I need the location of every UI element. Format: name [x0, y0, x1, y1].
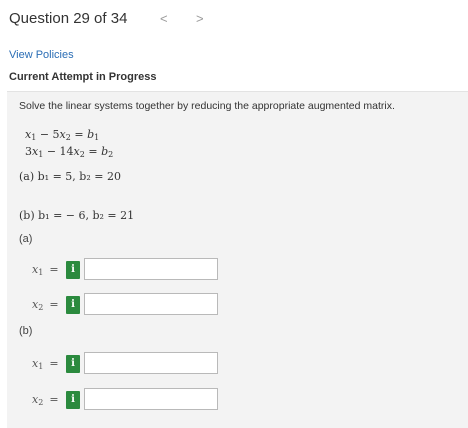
part-b-label: (b) [19, 325, 33, 337]
question-content [7, 91, 468, 428]
instruction-text: Solve the linear systems together by reducing the appropriate augmented matrix. [19, 100, 395, 112]
answer-input-a-x1[interactable] [84, 258, 218, 280]
var-label-x1: $x_1$ = [32, 263, 59, 277]
answer-row-a-x1 [7, 258, 468, 282]
answer-input-a-x2[interactable] [84, 293, 218, 315]
var-label-x2: $x_2$ = [32, 298, 59, 312]
answer-row-b-x1 [7, 352, 468, 376]
equation-1: $x_1 - 5x_2 = b_1$ [25, 128, 100, 142]
answer-input-b-x2[interactable] [84, 388, 218, 410]
info-icon[interactable]: i [66, 355, 80, 373]
info-icon[interactable]: i [66, 261, 80, 279]
part-b-values: (b) b₁ = − 6, b₂ = 21 [19, 209, 135, 222]
view-policies-link[interactable]: View Policies [9, 49, 74, 61]
part-a-values: (a) b₁ = 5, b₂ = 20 [19, 170, 121, 183]
answer-input-b-x1[interactable] [84, 352, 218, 374]
previous-question-button[interactable]: < [160, 11, 168, 26]
question-title: Question 29 of 34 [9, 10, 128, 27]
next-question-button[interactable]: > [196, 11, 204, 26]
answer-row-b-x2 [7, 388, 468, 412]
question-header [0, 0, 468, 40]
attempt-status: Current Attempt in Progress [9, 71, 157, 83]
info-icon[interactable]: i [66, 296, 80, 314]
var-label-x2: $x_2$ = [32, 393, 59, 407]
info-icon[interactable]: i [66, 391, 80, 409]
part-a-label: (a) [19, 233, 33, 245]
answer-row-a-x2 [7, 293, 468, 317]
equation-2: $3x_1 - 14x_2 = b_2$ [25, 145, 114, 159]
var-label-x1: $x_1$ = [32, 357, 59, 371]
